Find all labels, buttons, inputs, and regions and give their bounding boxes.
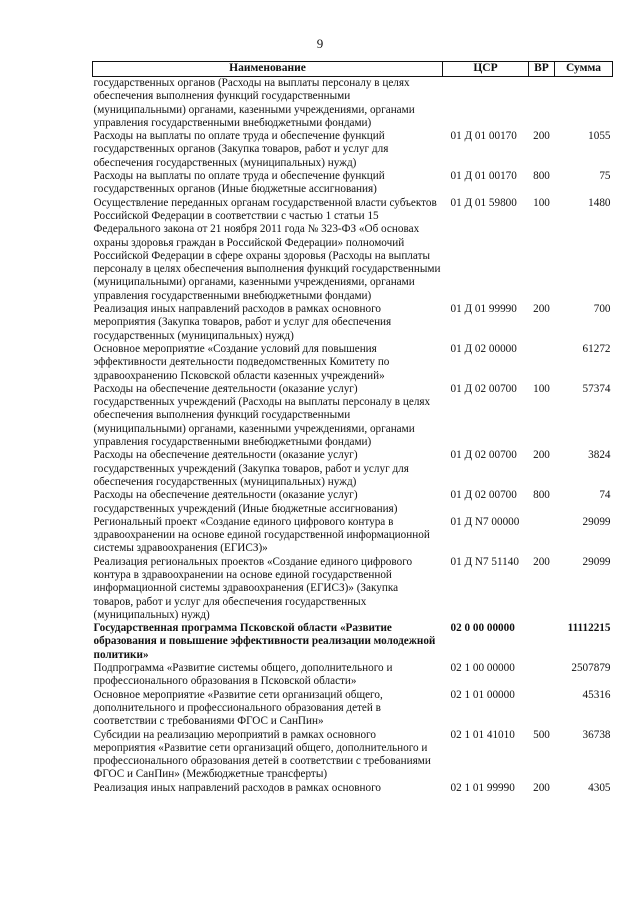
row-csr: 01 Д 02 00700: [450, 489, 517, 502]
row-name: Расходы на обеспечение деятельности (оказание услуг) государственных учреждений (Иные бюджетные ассигнования): [93, 489, 398, 515]
row-csr: 02 1 00 00000: [450, 662, 515, 675]
row-csr: 01 Д 01 00170: [450, 130, 517, 143]
table-header: [93, 62, 613, 77]
row-name: Расходы на обеспечение деятельности (оказание услуг) государственных учреждений (Расходы на выплаты персоналу в целях обеспечения выполнения функций государственными (муниципальными) органами, казенными учреждениями, органами управления государственными внебюджетными фондами): [93, 382, 431, 449]
header-row: [93, 62, 613, 77]
row-sum: [555, 77, 613, 131]
row-csr: 01 Д 02 00700: [450, 449, 517, 462]
table-row: [93, 689, 613, 729]
header-sum: Сумма: [555, 62, 613, 77]
row-name: Реализация иных направлений расходов в рамках основного мероприятия (Закупка товаров, работ и услуг для обеспечения государственных (муниципальных) нужд): [93, 303, 392, 342]
row-vr: 200: [533, 555, 550, 568]
row-csr: [443, 77, 529, 131]
row-vr: 100: [533, 382, 550, 395]
row-csr: 01 Д 01 59800: [450, 196, 517, 209]
row-vr: [529, 343, 555, 383]
table-row: [93, 197, 613, 303]
row-csr: 01 Д 02 00000: [450, 342, 517, 355]
row-vr: 500: [533, 728, 550, 741]
row-sum: 57374: [582, 382, 611, 395]
row-vr: 200: [533, 130, 550, 143]
row-csr: 02 1 01 00000: [450, 688, 515, 701]
row-sum: 11112215: [567, 622, 611, 635]
row-csr: 01 Д 01 00170: [450, 170, 517, 183]
row-vr: 800: [533, 489, 550, 502]
table-row-program: [93, 622, 613, 662]
row-name: Реализация региональных проектов «Создание единого цифрового контура в здравоохранении на основе единой государственной информационной системы здравоохранения (ЕГИСЗ)» (Закупка товаров, работ и услуг для обеспечения государственных (муниципальных) нужд): [93, 555, 413, 621]
row-name: Основное мероприятие «Развитие сети организаций общего, дополнительного и профессионального образования детей в соответствии с требованиями ФГОС и СанПин»: [93, 688, 383, 728]
row-vr: 800: [533, 170, 550, 183]
row-sum: 36738: [582, 728, 611, 741]
table-row: [93, 383, 613, 449]
row-vr: [529, 689, 555, 729]
row-sum: 74: [599, 489, 611, 502]
table-row: [93, 516, 613, 556]
row-csr: 01 Д N7 51140: [450, 555, 519, 568]
row-sum: 45316: [582, 688, 611, 701]
row-vr: [529, 77, 555, 131]
header-vr: ВР: [529, 62, 555, 77]
row-name: Расходы на выплаты по оплате труда и обеспечение функций государственных органов (Иные бюджетные ассигнования): [93, 170, 385, 196]
table-row: [93, 662, 613, 689]
row-csr: 01 Д 01 99990: [450, 303, 517, 316]
row-name: Реализация иных направлений расходов в рамках основного: [93, 781, 381, 794]
row-sum: 2507879: [571, 662, 611, 675]
row-sum: 75: [599, 170, 611, 183]
row-name: Расходы на обеспечение деятельности (оказание услуг) государственных учреждений (Закупка товаров, работ и услуг для обеспечения государственных (муниципальных) нужд): [93, 449, 409, 488]
row-sum: 29099: [582, 515, 611, 528]
table-row: [93, 782, 613, 795]
table-body: [93, 77, 613, 796]
row-name: Расходы на выплаты по оплате труда и обеспечение функций государственных органов (Закупка товаров, работ и услуг для обеспечения государственных (муниципальных) нужд): [93, 130, 389, 169]
table-row: [93, 489, 613, 516]
row-vr: [529, 662, 555, 689]
row-sum: 4305: [588, 781, 611, 794]
budget-table: [92, 61, 613, 795]
table-row: [93, 343, 613, 383]
row-sum: 700: [593, 303, 611, 316]
row-csr: 01 Д 02 00700: [450, 382, 517, 395]
row-sum: 61272: [582, 342, 611, 355]
table-row: [93, 556, 613, 622]
table-row: [93, 170, 613, 197]
header-csr: ЦСР: [443, 62, 529, 77]
row-vr: 100: [533, 196, 550, 209]
row-csr: 01 Д N7 00000: [450, 515, 520, 528]
row-csr: 02 0 00 00000: [450, 622, 515, 635]
row-name: Региональный проект «Создание единого цифрового контура в здравоохранении на основе единой государственной информационной системы здравоохранения (ЕГИСЗ)»: [93, 515, 430, 555]
row-name: государственных органов (Расходы на выплаты персоналу в целях обеспечения выполнения функций государственными (муниципальными) органами, казенными учреждениями, органами управления государственными внебюджетными фондами): [93, 77, 415, 129]
table-row: [93, 77, 613, 131]
row-sum: 1055: [588, 130, 611, 143]
table-row: [93, 303, 613, 343]
row-name: Основное мероприятие «Создание условий для повышения эффективности деятельности подведомственных Комитету по здравоохранению Псковской области казенных учреждений»: [93, 342, 390, 382]
row-vr: [529, 622, 555, 662]
row-name: Подпрограмма «Развитие системы общего, дополнительного и профессионального образования в Псковской области»: [93, 662, 393, 688]
row-name: Государственная программа Псковской области «Развитие образования и повышение эффективности реализации молодежной политики»: [93, 622, 436, 661]
row-name: Субсидии на реализацию мероприятий в рамках основного мероприятия «Развитие сети организаций общего, дополнительного и профессионального образования детей в соответствии с требованиями ФГОС и СанПин» (Межбюджетные трансферты): [93, 728, 431, 781]
row-name: Осуществление переданных органам государственной власти субъектов Российской Федерации в соответствии с частью 1 статьи 15 Федерального закона от 21 ноября 2011 года № 323-ФЗ «Об основах охраны здоровья граждан в Российской Федерации» полномочий Российской Федерации в сфере охраны здоровья (Расходы на выплаты персоналу в целях обеспечения выполнения функций государственными (муниципальными) органами, казенными учреждениями, органами управления государственными внебюджетными фондами): [93, 196, 441, 302]
table-row: [93, 729, 613, 782]
row-csr: 02 1 01 41010: [450, 728, 515, 741]
row-vr: 200: [533, 449, 550, 462]
table-row: [93, 449, 613, 489]
row-vr: [529, 516, 555, 556]
row-sum: 3824: [588, 449, 611, 462]
row-sum: 1480: [588, 196, 611, 209]
row-csr: 02 1 01 99990: [450, 781, 515, 794]
table-row: [93, 130, 613, 170]
page-number: 9: [316, 36, 324, 51]
row-vr: 200: [533, 303, 550, 316]
row-vr: 200: [533, 781, 550, 794]
header-name: Наименование: [93, 62, 443, 77]
row-sum: 29099: [582, 555, 611, 568]
